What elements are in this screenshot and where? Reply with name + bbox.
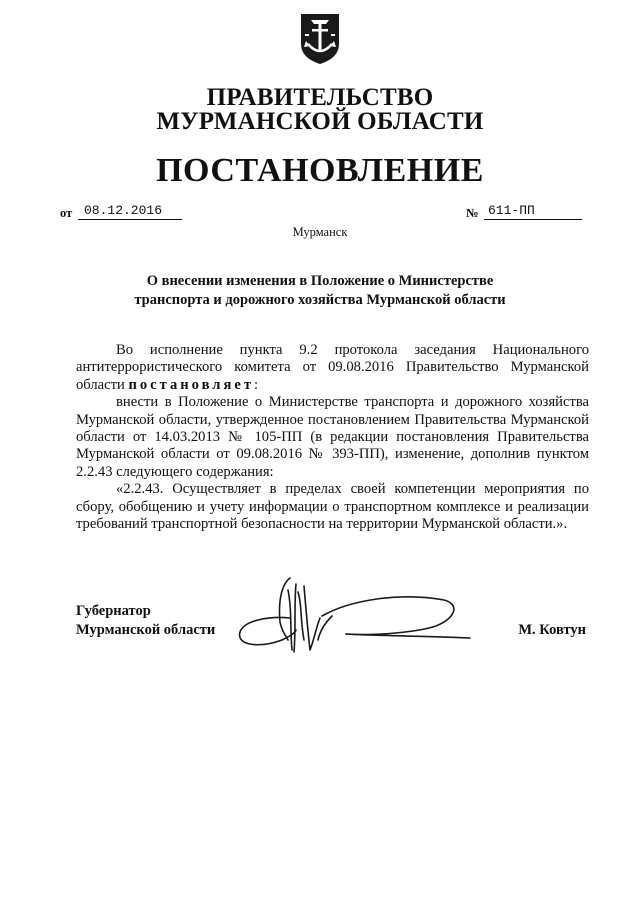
document-date: 08.12.2016 xyxy=(78,203,182,220)
signatory-position xyxy=(76,602,215,640)
handwritten-signature xyxy=(230,570,480,680)
document-type-heading: ПОСТАНОВЛЕНИЕ xyxy=(156,152,484,189)
government-title-line1: ПРАВИТЕЛЬСТВО xyxy=(206,84,434,111)
position-line: Губернатор xyxy=(76,603,151,619)
paragraph-punct: : xyxy=(254,376,259,393)
paragraph-text: Во исполнение пункта 9.2 протокола заседания Национального антитеррористического комитета от 09.08.2016 Правительство Мурманской области xyxy=(76,342,589,393)
government-title-line2: МУРМАНСКОЙ ОБЛАСТИ xyxy=(156,108,484,135)
document-number: 611-ПП xyxy=(484,203,582,220)
subject-line: транспорта и дорожного хозяйства Мурманской области xyxy=(134,292,506,308)
position-line: Мурманской области xyxy=(76,622,216,638)
body-paragraph: «2.2.43. Осуществляет в пределах своей компетенции мероприятия по сбору, обобщению и учету информации о транспортном комплексе и реализации требований транспортной безопасности на территории Мурманской области.». xyxy=(76,481,589,533)
city-name: Мурманск xyxy=(292,225,348,239)
number-label: № xyxy=(466,206,479,220)
subject-line: О внесении изменения в Положение о Министерстве xyxy=(146,273,494,289)
date-label: от xyxy=(60,206,73,220)
coat-of-arms-icon xyxy=(297,10,343,66)
document-subject xyxy=(100,272,540,310)
body-paragraph xyxy=(76,342,589,394)
body-paragraph: внести в Положение о Министерстве транспорта и дорожного хозяйства Мурманской области, утвержденное постановлением Правительства Мурманской области от 14.03.2013 № 105-ПП (в редакции постановления Правительства Мурманской области от 09.08.2016 № 393-ПП), изменение, дополнив пунктом 2.2.43 следующего содержания: xyxy=(76,394,589,480)
resolves-word: постановляет xyxy=(128,376,255,393)
signatory-name: М. Ковтун xyxy=(518,622,586,638)
document-body xyxy=(76,342,589,533)
